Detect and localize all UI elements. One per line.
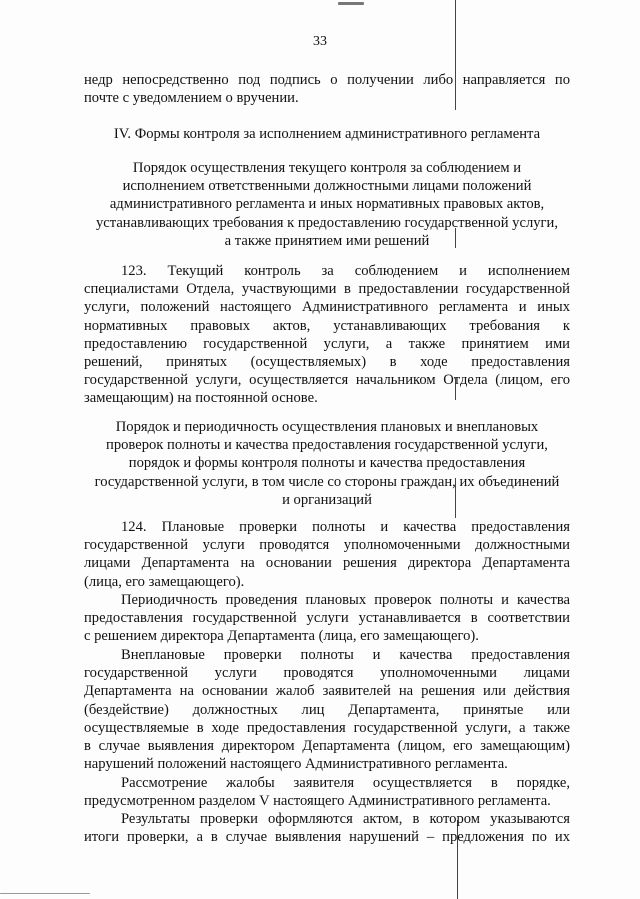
text-line: замещающим) на постоянной основе. bbox=[84, 390, 318, 407]
text-line: 124. Плановые проверки полноты и качества предоставления bbox=[121, 519, 570, 535]
heading-line: Порядок и периодичность осуществления плановых и внеплановых bbox=[115, 419, 539, 435]
text-line: лицами Департамента на основании решения директора Департамента bbox=[84, 555, 570, 572]
text-line: в случае выявления директором Департамента (лицом, его замещающим) bbox=[84, 738, 570, 755]
text-line: специалистами Отдела, участвующими в предоставлении государственной bbox=[84, 281, 570, 298]
text-line: (лица, его замещающего). bbox=[84, 573, 245, 590]
heading-line: проверок полноты и качества предоставления государственной услуги, bbox=[106, 437, 548, 454]
paragraph-unplanned-checks bbox=[84, 646, 570, 773]
text-line: государственной услуги, осуществляется начальником Отдела (лицом, его bbox=[84, 372, 570, 389]
text-line: услуги, положений настоящего Административного регламента и иных bbox=[84, 299, 570, 316]
section-title: IV. Формы контроля за исполнением административного регламента bbox=[113, 126, 541, 142]
heading-line: и организаций bbox=[282, 491, 372, 508]
scan-artifact-dots bbox=[0, 893, 90, 894]
paragraph-complaints bbox=[84, 774, 570, 810]
text-line: (бездействие) должностных лиц Департамента, принятые или bbox=[84, 701, 570, 718]
subheading-current-control bbox=[84, 159, 570, 250]
paragraph-periodicity bbox=[84, 591, 570, 646]
text-line: Периодичность проведения плановых проверок полноты и качества bbox=[121, 592, 570, 608]
text-line: нарушений положений настоящего Административного регламента. bbox=[84, 756, 508, 773]
text-line: Внеплановые проверки полноты и качества предоставления bbox=[121, 647, 570, 663]
paragraph-123 bbox=[84, 262, 570, 408]
heading-line: административного регламента и иных нормативных правовых актов, bbox=[109, 196, 545, 213]
text-line: недр непосредственно под подпись о получении либо направляется по bbox=[84, 72, 570, 88]
heading-line: устанавливающих требования к предоставлению государственной услуги, bbox=[96, 214, 558, 231]
text-line: предоставлению государственной услуги, а также принятием ими bbox=[84, 335, 570, 352]
text-line: почте с уведомлением о вручении. bbox=[84, 90, 299, 107]
paragraph-124 bbox=[84, 518, 570, 591]
paragraph-results bbox=[84, 810, 570, 846]
text-line: 123. Текущий контроль за соблюдением и исполнением bbox=[121, 263, 570, 279]
text-line: итоги проверки, а в случае выявления нарушений – предложения по их bbox=[84, 829, 570, 846]
text-line: нормативных правовых актов, устанавливающих требования к bbox=[84, 317, 570, 334]
continuation-text bbox=[84, 71, 570, 107]
heading-line: а также принятием ими решений bbox=[224, 232, 430, 249]
page-number: 33 bbox=[313, 34, 327, 49]
text-line: государственной услуги проводятся уполномоченными должностными bbox=[84, 537, 570, 554]
text-line: с решением директора Департамента (лица, его замещающего). bbox=[84, 628, 479, 645]
subheading-planned-checks bbox=[84, 418, 570, 509]
scan-artifact-top bbox=[338, 2, 364, 5]
text-line: Департамента на основании жалоб заявителей на решения или действия bbox=[84, 683, 570, 700]
text-line: предусмотренном разделом V настоящего Административного регламента. bbox=[84, 793, 551, 810]
text-line: решений, принятых (осуществляемых) в ходе предоставления bbox=[84, 354, 570, 371]
text-line: Рассмотрение жалобы заявителя осуществляется в порядке, bbox=[121, 775, 570, 791]
heading-line: порядок и формы контроля полноты и качества предоставления bbox=[128, 455, 526, 472]
text-line: предоставления государственной услуги устанавливается в соответствии bbox=[84, 610, 570, 627]
text-line: государственной услуги проводятся уполномоченными лицами bbox=[84, 665, 570, 682]
heading-line: Порядок осуществления текущего контроля за соблюдением и bbox=[132, 160, 522, 176]
text-line: осуществляемые в ходе предоставления государственной услуги, а также bbox=[84, 719, 570, 736]
heading-line: исполнением ответственными должностными лицами положений bbox=[122, 178, 532, 195]
text-line: Результаты проверки оформляются актом, в котором указываются bbox=[121, 811, 570, 827]
heading-line: государственной услуги, в том числе со стороны граждан, их объединений bbox=[94, 473, 560, 490]
